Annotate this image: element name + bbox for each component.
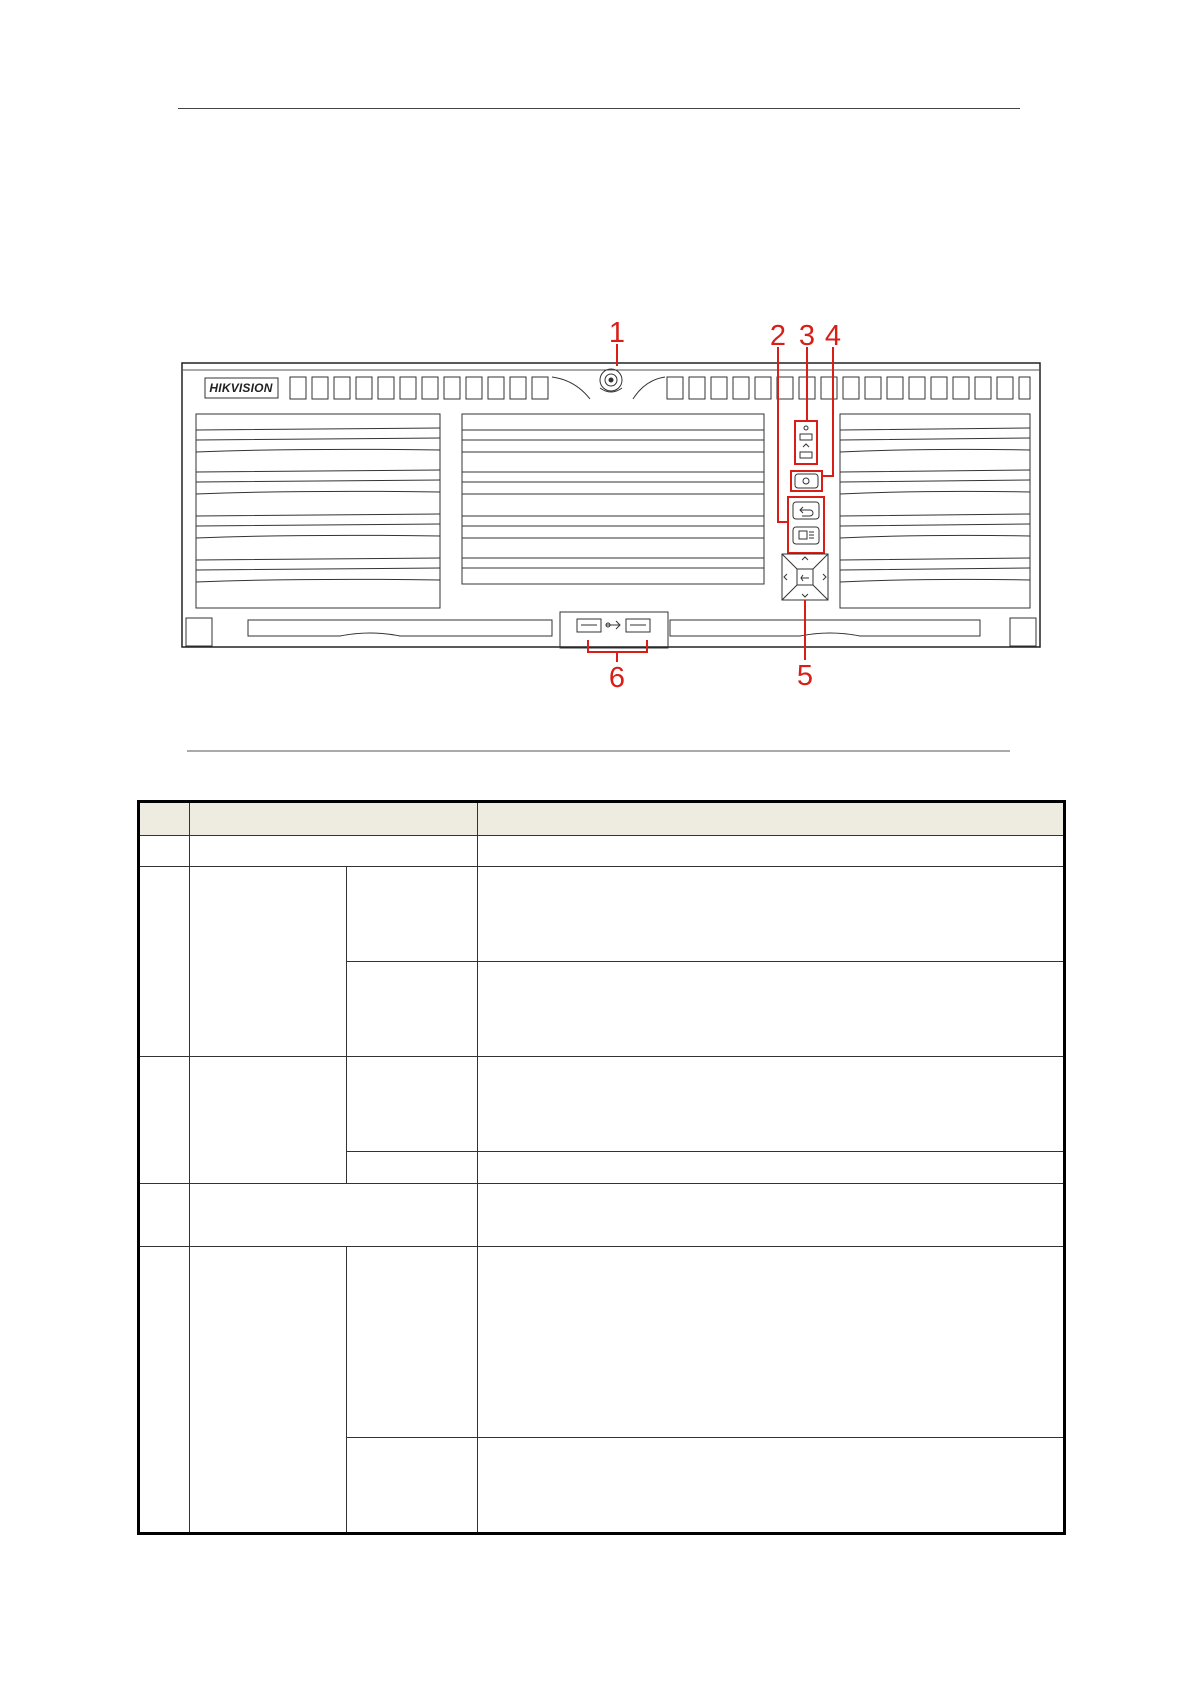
table-cell (347, 1151, 478, 1184)
panel-description-table (137, 800, 1066, 1535)
callout-1: 1 (608, 317, 626, 349)
figure-separator (187, 750, 1010, 752)
table-cell (478, 961, 1065, 1057)
table-cell (190, 1247, 347, 1534)
table-cell (139, 1057, 190, 1184)
table-cell (347, 1438, 478, 1534)
table-cell (139, 867, 190, 1057)
right-grille (840, 414, 1030, 608)
table-cell (190, 867, 347, 1057)
front-panel-figure (0, 0, 1191, 720)
callout-4: 4 (824, 320, 842, 352)
table-cell (478, 1057, 1065, 1152)
table-cell (347, 867, 478, 962)
table-cell (347, 1247, 478, 1438)
callout-6: 6 (608, 662, 626, 694)
table-cell (347, 961, 478, 1057)
table-cell (139, 835, 190, 867)
table-cell (478, 1184, 1065, 1247)
header-name (190, 802, 478, 836)
table-row (139, 1247, 1065, 1438)
table-cell (478, 867, 1065, 962)
table-header-row (139, 802, 1065, 836)
table-cell (139, 1247, 190, 1534)
front-panel-drawing (0, 0, 1191, 720)
header-no (139, 802, 190, 836)
table-cell (139, 1184, 190, 1247)
table-cell (190, 1057, 347, 1184)
left-grille (196, 414, 440, 608)
table-row (139, 867, 1065, 962)
table-cell (190, 835, 478, 867)
table-cell (478, 1438, 1065, 1534)
callout-3: 3 (798, 320, 816, 352)
table-cell (478, 1247, 1065, 1438)
center-grille (462, 414, 764, 584)
callout-5: 5 (796, 660, 814, 692)
brand-logo: HIKVISION (209, 381, 273, 395)
table-row (139, 835, 1065, 867)
table-cell (190, 1184, 478, 1247)
table-cell (478, 835, 1065, 867)
table-row (139, 1057, 1065, 1152)
callout-2: 2 (769, 320, 787, 352)
table-cell (478, 1151, 1065, 1184)
table-row (139, 1184, 1065, 1247)
table-cell (347, 1057, 478, 1152)
header-description (478, 802, 1065, 836)
